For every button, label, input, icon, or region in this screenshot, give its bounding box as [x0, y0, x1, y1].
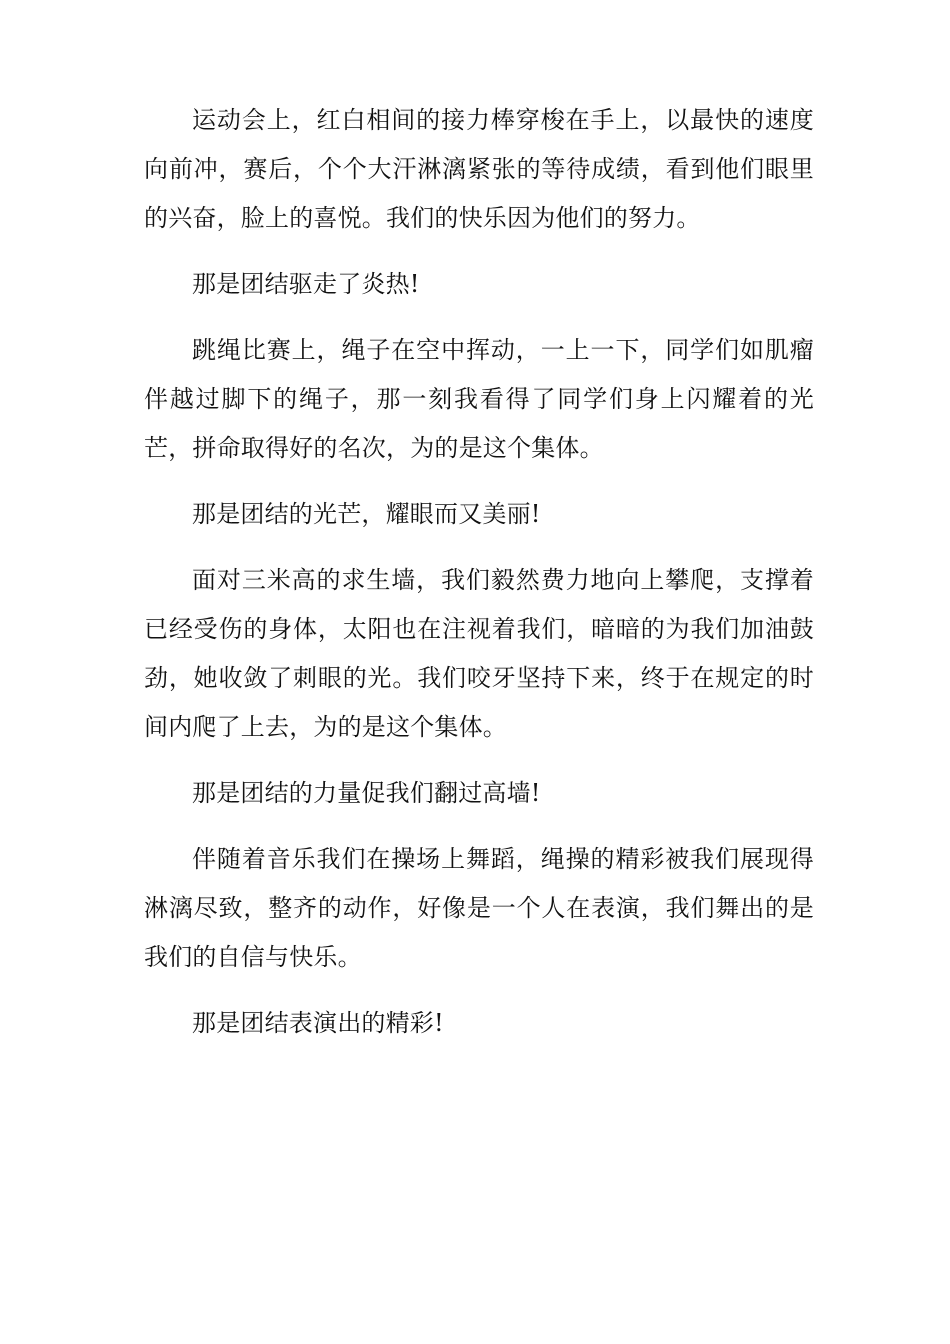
paragraph-rope-dance: 伴随着音乐我们在操场上舞蹈，绳操的精彩被我们展现得淋漓尽致，整齐的动作，好像是一个人在表演，我们舞出的是我们的自信与快乐。	[144, 845, 814, 971]
paragraph-unity-heat: 那是团结驱走了炎热!	[192, 270, 420, 298]
paragraph-unity-performance: 那是团结表演出的精彩!	[192, 1009, 444, 1037]
paragraph-jump-rope: 跳绳比赛上，绳子在空中挥动，一上一下，同学们如肌瘤伴越过脚下的绳子，那一刻我看得了同学们身上闪耀着的光芒，拼命取得好的名次，为的是这个集体。	[144, 336, 814, 462]
document-body	[144, 96, 814, 1048]
paragraph-unity-strength: 那是团结的力量促我们翻过高墙!	[192, 779, 541, 807]
paragraph-climbing-wall: 面对三米高的求生墙，我们毅然费力地向上攀爬，支撑着已经受伤的身体，太阳也在注视着我们，暗暗的为我们加油鼓劲，她收敛了刺眼的光。我们咬牙坚持下来，终于在规定的时间内爬了上去，为的是这个集体。	[144, 566, 814, 741]
paragraph-relay-race: 运动会上，红白相间的接力棒穿梭在手上，以最快的速度向前冲，赛后，个个大汗淋漓紧张的等待成绩，看到他们眼里的兴奋，脸上的喜悦。我们的快乐因为他们的努力。	[144, 106, 814, 232]
paragraph-unity-light: 那是团结的光芒，耀眼而又美丽!	[192, 500, 541, 528]
